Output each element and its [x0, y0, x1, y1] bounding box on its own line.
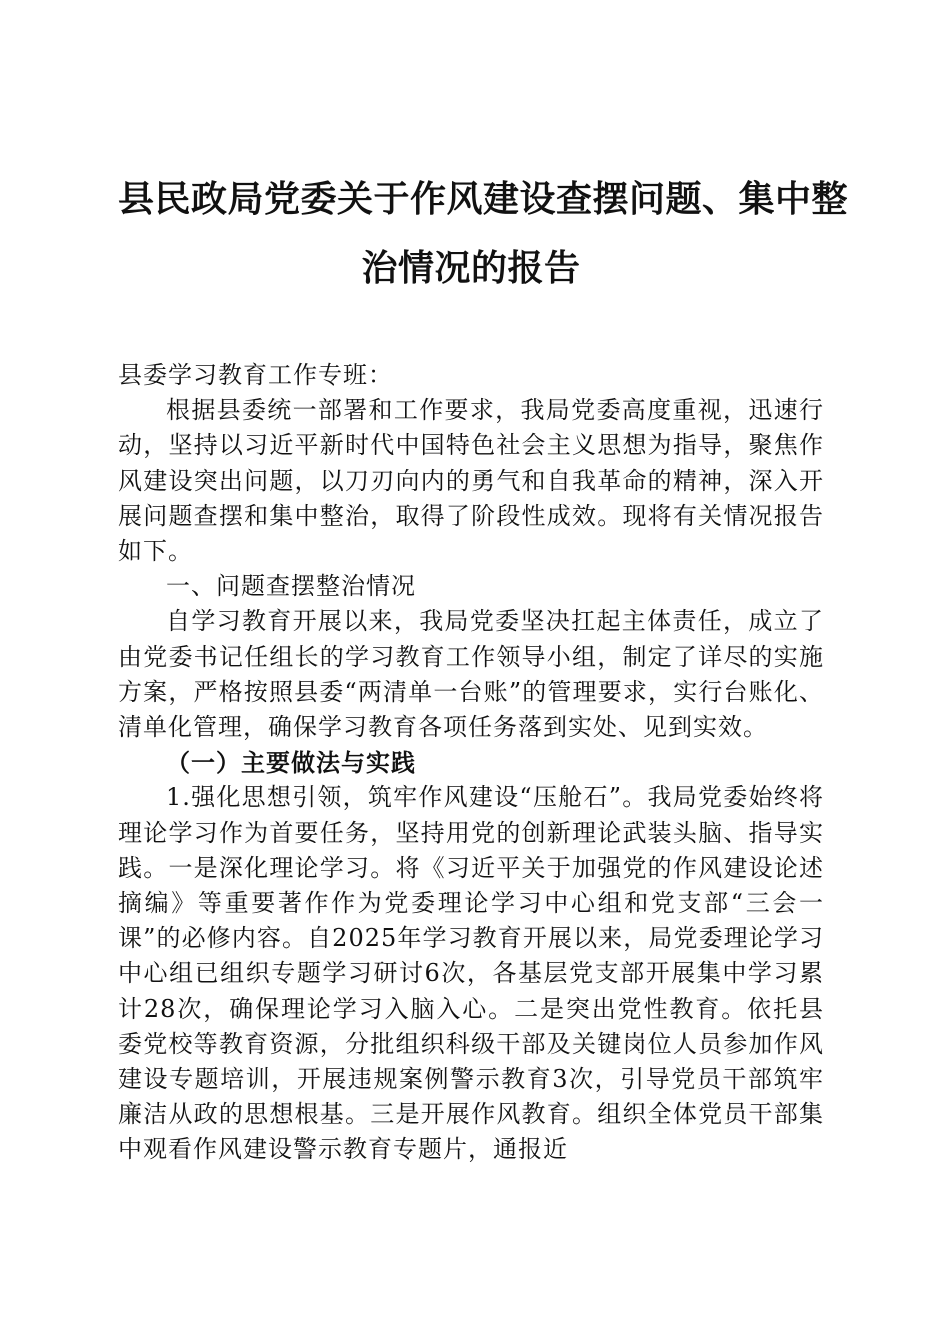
title-line-1: 县民政局党委关于作风建设查摆问题、集中整 [118, 178, 849, 220]
salutation: 县委学习教育工作专班： [118, 361, 393, 389]
subsection-heading-1: （一）主要做法与实践 [166, 748, 416, 778]
intro-paragraph: 根据县委统一部署和工作要求，我局党委高度重视，迅速行动，坚持以习近平新时代中国特色社会主义思想为指导，聚焦作风建设突出问题，以刀刃向内的勇气和自我革命的精神，深入开展问题查摆和集中整治，取得了阶段性成效。现将有关情况报告如下。 [118, 396, 824, 566]
document-page [118, 165, 849, 1168]
document-body [118, 358, 824, 1168]
document-title [118, 165, 849, 303]
item-1-paragraph: 1.强化思想引领，筑牢作风建设“压舱石”。我局党委始终将理论学习作为首要任务，坚持用党的创新理论武装头脑、指导实践。一是深化理论学习。将《习近平关于加强党的作风建设论述摘编》等重要著作作为党委理论学习中心组和党支部“三会一课”的必修内容。自2025年学习教育开展以来，局党委理论学习中心组已组织专题学习研讨6次，各基层党支部开展集中学习累计28次，确保理论学习入脑入心。二是突出党性教育。依托县委党校等教育资源，分批组织科级干部及关键岗位人员参加作风建设专题培训，开展违规案例警示教育3次，引导党员干部筑牢廉洁从政的思想根基。三是开展作风教育。组织全体党员干部集中观看作风建设警示教育专题片，通报近 [118, 783, 824, 1164]
section-heading-1: 一、问题查摆整治情况 [166, 572, 416, 601]
section-1-paragraph: 自学习教育开展以来，我局党委坚决扛起主体责任，成立了由党委书记任组长的学习教育工作领导小组，制定了详尽的实施方案，严格按照县委“两清单一台账”的管理要求，实行台账化、清单化管理，确保学习教育各项任务落到实处、见到实效。 [118, 607, 824, 742]
title-line-2: 治情况的报告 [361, 247, 581, 289]
